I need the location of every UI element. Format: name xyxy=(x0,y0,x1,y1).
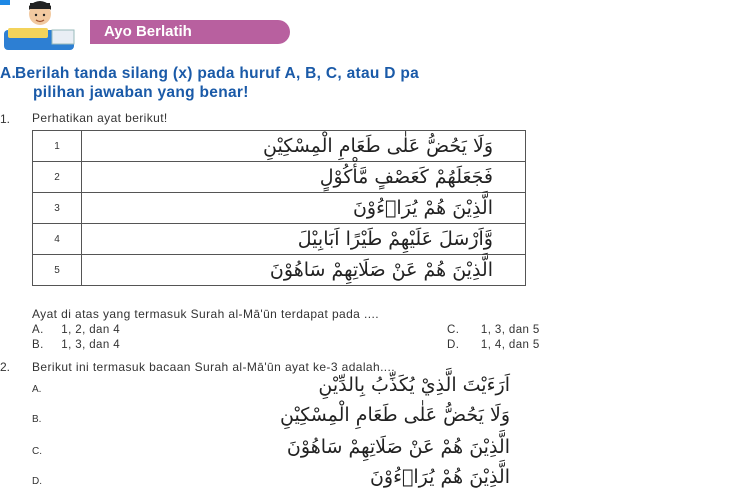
option-letter: A. xyxy=(32,324,44,336)
option-a-ayah[interactable]: اَرَءَيْتَ الَّذِيْ يُكَذِّبُ بِالدِّيْنِ xyxy=(318,374,510,396)
question-1-number: 1. xyxy=(0,112,11,126)
table-row xyxy=(33,131,526,162)
ayah-text: وَّاَرْسَلَ عَلَيْهِمْ طَيْرًا اَبَابِيْلَ xyxy=(82,224,526,255)
instruction-line-2: pilihan jawaban yang benar! xyxy=(33,84,249,101)
table-row xyxy=(33,193,526,224)
table-row xyxy=(33,255,526,286)
ayah-table xyxy=(32,130,526,286)
ayah-text: الَّذِيْنَ هُمْ يُرَاۤءُوْنَ xyxy=(82,193,526,224)
instruction-line-1: Berilah tanda silang (x) pada huruf A, B, C, atau D pa xyxy=(15,65,420,82)
option-letter[interactable]: C. xyxy=(32,446,42,457)
row-number: 3 xyxy=(33,193,82,224)
option-text: 1, 3, dan 4 xyxy=(61,339,121,351)
option-text: 1, 4, dan 5 xyxy=(480,339,540,351)
option-letter: B. xyxy=(32,339,44,351)
question-1-text: Ayat di atas yang termasuk Surah al-Mā'ūn terdapat pada .... xyxy=(32,307,379,321)
table-row xyxy=(33,162,526,193)
ayah-text: وَلَا يَحُضُّ عَلٰى طَعَامِ الْمِسْكِيْنِ xyxy=(82,131,526,162)
question-2-text: Berikut ini termasuk bacaan Surah al-Mā'ūn ayat ke-3 adalah.... xyxy=(32,360,396,374)
section-banner: Ayo Berlatih xyxy=(90,20,290,44)
student-mascot-illustration xyxy=(0,0,80,50)
row-number: 5 xyxy=(33,255,82,286)
option-d-ayah[interactable]: الَّذِيْنَ هُمْ يُرَاۤءُوْنَ xyxy=(369,466,510,488)
option-text: 1, 3, dan 5 xyxy=(480,324,540,336)
question-2-number: 2. xyxy=(0,360,11,374)
row-number: 1 xyxy=(33,131,82,162)
row-number: 4 xyxy=(33,224,82,255)
ayah-text: الَّذِيْنَ هُمْ عَنْ صَلَاتِهِمْ سَاهُوْنَ xyxy=(82,255,526,286)
option-c-ayah[interactable]: الَّذِيْنَ هُمْ عَنْ صَلَاتِهِمْ سَاهُوْنَ xyxy=(286,436,510,458)
option-b-ayah[interactable]: وَلَا يَحُضُّ عَلٰى طَعَامِ الْمِسْكِيْنِ xyxy=(280,404,510,426)
option-c[interactable] xyxy=(447,324,540,336)
option-letter: D. xyxy=(447,339,460,351)
option-a[interactable] xyxy=(32,324,120,336)
ayah-text: فَجَعَلَهُمْ كَعَصْفٍ مَّأْكُوْلٍ xyxy=(82,162,526,193)
option-letter[interactable]: A. xyxy=(32,384,42,395)
option-letter[interactable]: B. xyxy=(32,414,42,425)
option-d[interactable] xyxy=(447,339,540,351)
option-b[interactable] xyxy=(32,339,120,351)
instruction-letter: A. xyxy=(0,65,17,82)
option-letter[interactable]: D. xyxy=(32,476,42,487)
option-letter: C. xyxy=(447,324,460,336)
option-text: 1, 2, dan 4 xyxy=(61,324,121,336)
table-row xyxy=(33,224,526,255)
question-1-prompt: Perhatikan ayat berikut! xyxy=(32,111,168,125)
row-number: 2 xyxy=(33,162,82,193)
